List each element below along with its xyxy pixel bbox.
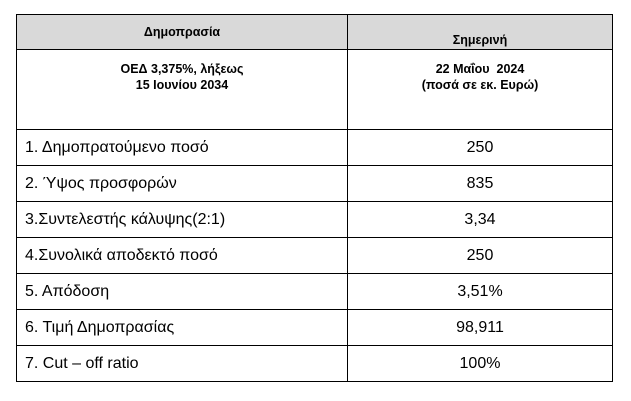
table-row: [17, 130, 613, 166]
table-row: [17, 310, 613, 346]
bond-name: ΟΕΔ 3,375%, λήξεως: [120, 62, 244, 76]
bond-maturity: 15 Ιουνίου 2034: [135, 78, 229, 92]
row-value: 250: [348, 238, 613, 274]
row-label: 5. Απόδοση: [17, 274, 348, 310]
row-value: 3,51%: [348, 274, 613, 310]
units-note: (ποσά σε εκ. Ευρώ): [421, 78, 539, 92]
table-row: [17, 202, 613, 238]
auction-date-cell: [348, 50, 613, 130]
row-value: 3,34: [348, 202, 613, 238]
row-value: 250: [348, 130, 613, 166]
row-label: 6. Τιμή Δημοπρασίας: [17, 310, 348, 346]
table-row: [17, 274, 613, 310]
row-label: 7. Cut – off ratio: [17, 346, 348, 382]
row-label: 2. Ύψος προσφορών: [17, 166, 348, 202]
bond-description: [17, 50, 348, 130]
table-subheader-row: [17, 50, 613, 130]
row-label: 3.Συντελεστής κάλυψης(2:1): [17, 202, 348, 238]
table-row: [17, 166, 613, 202]
header-auction: Δημοπρασία: [17, 15, 348, 50]
table-header-row: [17, 15, 613, 50]
auction-date: 22 Μαΐου 2024: [435, 62, 525, 76]
auction-results-table: [16, 14, 613, 382]
row-label: 1. Δημοπρατούμενο ποσό: [17, 130, 348, 166]
header-today: Σημερινή: [348, 15, 613, 50]
row-label: 4.Συνολικά αποδεκτό ποσό: [17, 238, 348, 274]
row-value: 100%: [348, 346, 613, 382]
table-row: [17, 346, 613, 382]
row-value: 835: [348, 166, 613, 202]
row-value: 98,911: [348, 310, 613, 346]
table-row: [17, 238, 613, 274]
